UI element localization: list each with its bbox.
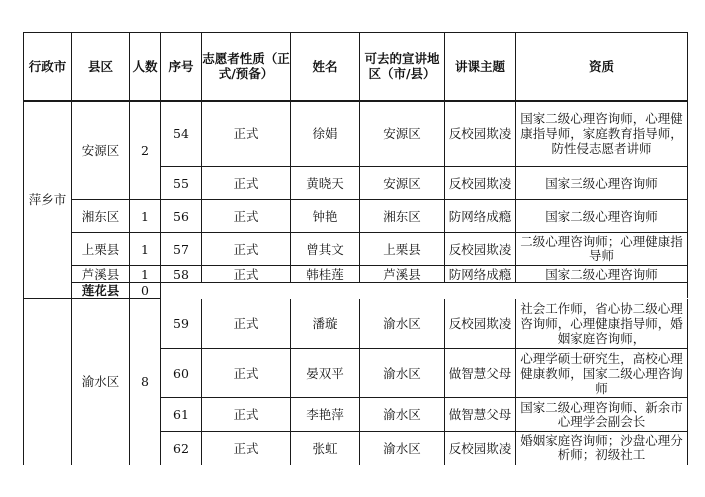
nature-cell: 正式 xyxy=(202,101,291,167)
qualification-cell: 国家三级心理咨询师 xyxy=(516,167,688,200)
header-name: 姓名 xyxy=(291,33,360,101)
count-cell: 1 xyxy=(130,233,161,266)
qualification-cell: 婚姻家庭咨询师；沙盘心理分析师；初级社工 xyxy=(516,432,688,465)
header-city: 行政市 xyxy=(24,33,72,101)
header-nature: 志愿者性质（正式/预备） xyxy=(202,33,291,101)
topic-cell: 反校园欺凌 xyxy=(445,167,516,200)
header-topic: 讲课主题 xyxy=(445,33,516,101)
area-cell: 渝水区 xyxy=(360,349,445,398)
name-cell: 曾其文 xyxy=(291,233,360,266)
count-cell: 2 xyxy=(130,101,161,200)
volunteer-table xyxy=(23,32,688,465)
table-row xyxy=(24,101,688,167)
qualification-cell: 心理学硕士研究生，高校心理健康教师，国家二级心理咨询师 xyxy=(516,349,688,398)
header-row xyxy=(24,33,688,101)
qualification-cell: 国家二级心理咨询师、新余市心理学会副会长 xyxy=(516,398,688,432)
name-cell: 钟艳 xyxy=(291,200,360,233)
area-cell: 安源区 xyxy=(360,167,445,200)
area-cell: 渝水区 xyxy=(360,299,445,349)
seq-cell: 57 xyxy=(161,233,202,266)
nature-cell: 正式 xyxy=(202,167,291,200)
area-cell: 渝水区 xyxy=(360,398,445,432)
district-cell: 莲花县 xyxy=(72,283,130,299)
table-row xyxy=(24,266,688,283)
seq-cell: 62 xyxy=(161,432,202,465)
header-district: 县区 xyxy=(72,33,130,101)
nature-cell: 正式 xyxy=(202,349,291,398)
city-cell: 萍乡市 xyxy=(24,101,72,299)
topic-cell: 防网络成瘾 xyxy=(445,200,516,233)
nature-cell: 正式 xyxy=(202,266,291,283)
nature-cell: 正式 xyxy=(202,432,291,465)
qualification-cell: 国家二级心理咨询师 xyxy=(516,200,688,233)
count-cell: 0 xyxy=(130,283,161,299)
count-cell: 8 xyxy=(130,299,161,465)
table-row xyxy=(24,283,688,299)
seq-cell: 60 xyxy=(161,349,202,398)
qualification-cell: 国家二级心理咨询师 xyxy=(516,266,688,283)
qualification-cell: 二级心理咨询师；心理健康指导师 xyxy=(516,233,688,266)
qualification-cell: 社会工作师，省心协二级心理咨询师，心理健康指导师，婚姻家庭咨询师， xyxy=(516,299,688,349)
district-cell: 渝水区 xyxy=(72,299,130,465)
topic-cell: 反校园欺凌 xyxy=(445,101,516,167)
seq-cell: 61 xyxy=(161,398,202,432)
area-cell: 渝水区 xyxy=(360,432,445,465)
area-cell: 芦溪县 xyxy=(360,266,445,283)
header-seq: 序号 xyxy=(161,33,202,101)
district-cell: 湘东区 xyxy=(72,200,130,233)
topic-cell: 做智慧父母 xyxy=(445,349,516,398)
nature-cell: 正式 xyxy=(202,233,291,266)
topic-cell: 做智慧父母 xyxy=(445,398,516,432)
table-row xyxy=(24,299,688,349)
table-row xyxy=(24,200,688,233)
area-cell: 湘东区 xyxy=(360,200,445,233)
header-qualification: 资质 xyxy=(516,33,688,101)
name-cell: 徐娟 xyxy=(291,101,360,167)
name-cell: 李艳萍 xyxy=(291,398,360,432)
nature-cell: 正式 xyxy=(202,200,291,233)
name-cell: 韩桂莲 xyxy=(291,266,360,283)
city-cell-blank xyxy=(24,299,72,465)
name-cell: 潘璇 xyxy=(291,299,360,349)
district-cell: 上栗县 xyxy=(72,233,130,266)
header-count: 人数 xyxy=(130,33,161,101)
topic-cell: 防网络成瘾 xyxy=(445,266,516,283)
empty-cell xyxy=(161,283,688,299)
header-area: 可去的宣讲地区（市/县） xyxy=(360,33,445,101)
district-cell: 安源区 xyxy=(72,101,130,200)
district-cell: 芦溪县 xyxy=(72,266,130,283)
count-cell: 1 xyxy=(130,200,161,233)
table-row xyxy=(24,233,688,266)
count-cell: 1 xyxy=(130,266,161,283)
nature-cell: 正式 xyxy=(202,398,291,432)
topic-cell: 反校园欺凌 xyxy=(445,233,516,266)
area-cell: 上栗县 xyxy=(360,233,445,266)
seq-cell: 54 xyxy=(161,101,202,167)
area-cell: 安源区 xyxy=(360,101,445,167)
topic-cell: 反校园欺凌 xyxy=(445,432,516,465)
seq-cell: 55 xyxy=(161,167,202,200)
seq-cell: 56 xyxy=(161,200,202,233)
name-cell: 张虹 xyxy=(291,432,360,465)
name-cell: 黄晓天 xyxy=(291,167,360,200)
nature-cell: 正式 xyxy=(202,299,291,349)
qualification-cell: 国家二级心理咨询师，心理健康指导师，家庭教育指导师，防性侵志愿者讲师 xyxy=(516,101,688,167)
seq-cell: 59 xyxy=(161,299,202,349)
name-cell: 晏双平 xyxy=(291,349,360,398)
topic-cell: 反校园欺凌 xyxy=(445,299,516,349)
seq-cell: 58 xyxy=(161,266,202,283)
